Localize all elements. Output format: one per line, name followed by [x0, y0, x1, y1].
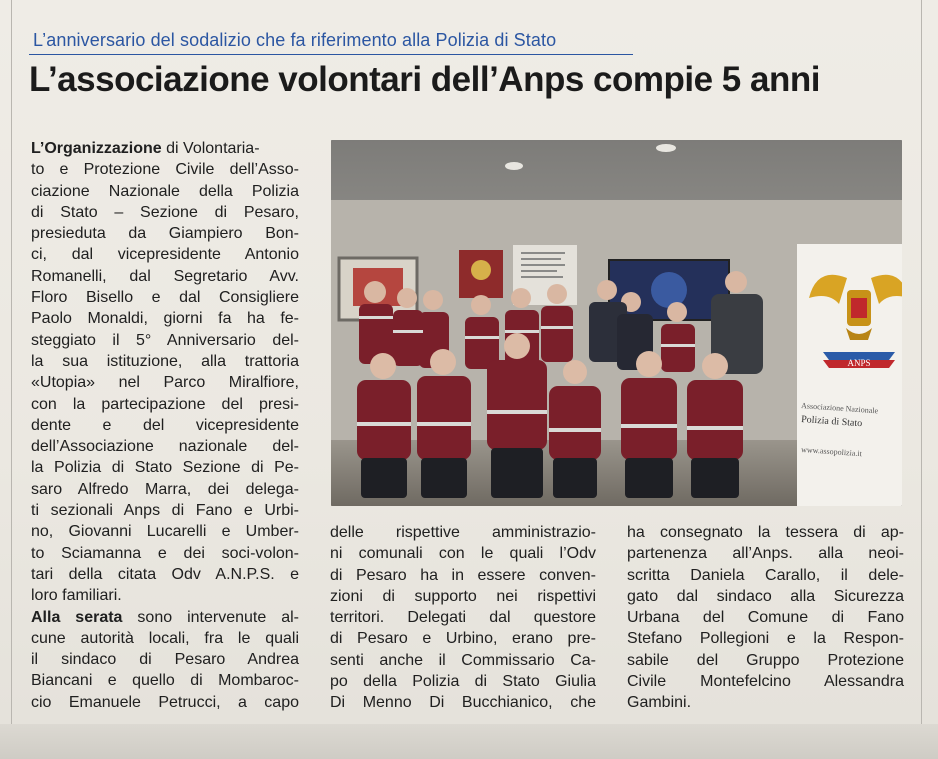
page-bottom-edge — [0, 724, 938, 759]
text-line: il sindaco di Pesaro Andrea — [31, 651, 299, 669]
text-column-1 — [31, 138, 299, 713]
text-line: Urbana del Comune di Fano — [627, 609, 904, 627]
text-line: ti sezionali Anps di Fano e Urbi- — [31, 502, 299, 520]
text-line: la Polizia di Stato Sezione di Pe- — [31, 459, 299, 477]
article-kicker: L’anniversario del sodalizio che fa riferimento alla Polizia di Stato — [33, 30, 557, 50]
text-line: Gambini. — [627, 694, 692, 712]
text-line: ha consegnato la tessera di ap- — [627, 524, 904, 541]
text-line: Floro Bisello e dal Consigliere — [31, 289, 299, 307]
text-line: scritta Daniela Carallo, il dele- — [627, 566, 904, 584]
article-headline: L’associazione volontari dell’Anps compie 5 anni — [29, 60, 820, 99]
text-line: delle rispettive amministrazio- — [330, 524, 596, 541]
column-rule-left — [11, 0, 12, 759]
text-line: zioni di supporto nei rispettivi — [330, 587, 596, 605]
text-line: Alla serata sono intervenute al- — [31, 608, 300, 626]
text-line: Di Menno Di Bucchianico, che — [330, 694, 596, 712]
text-line: ci, dal vicepresidente Antonio — [31, 246, 299, 264]
text-line: dell’Associazione nazionale del- — [31, 438, 299, 456]
text-line: ni comunali con le quali l’Odv — [330, 545, 596, 563]
banner-line-2: Polizia di Stato — [800, 414, 863, 430]
text-line: cio Emanuele Petrucci, a capo — [31, 693, 299, 711]
text-line: Romanelli, dal Segretario Avv. — [31, 267, 299, 285]
text-column-3 — [627, 522, 904, 714]
text-line: di Pesaro e Urbino, erano pre- — [330, 630, 596, 648]
text-line: Paolo Monaldi, giorni fa ha fe- — [31, 310, 299, 328]
group-photo — [331, 140, 902, 506]
text-line: senti anche il Commissario Ca- — [330, 651, 596, 669]
text-line: Biancani e quello di Mombaroc- — [31, 672, 299, 690]
text-line: cune autorità locali, fra le quali — [31, 629, 299, 647]
banner-line-1: Associazione Nazionale — [800, 401, 879, 416]
text-line: la sua istituzione, alla trattoria — [31, 352, 299, 370]
banner-logo-text: ANPS — [847, 358, 871, 368]
text-line: di Stato – Sezione di Pesaro, — [31, 203, 299, 221]
text-line: «Utopia» nel Parco Miralfiore, — [31, 374, 299, 392]
kicker-underline — [29, 54, 633, 55]
text-line: Civile Montefelcino Alessandra — [627, 673, 904, 691]
text-line: po della Polizia di Stato Giulia — [330, 673, 596, 691]
text-line: dente e del vicepresidente — [31, 416, 299, 434]
text-line: L’Organizzazione di Volontaria- — [31, 140, 260, 157]
text-line: steggiato il 5° Anniversario del- — [31, 331, 299, 349]
text-line: sabile del Gruppo Protezione — [627, 651, 904, 669]
text-line: ciazione Nazionale della Polizia — [31, 182, 299, 200]
text-line: di Pesaro ha in essere conven- — [330, 566, 596, 584]
text-line: to Sciamanna e dei soci-volon- — [31, 544, 299, 562]
text-line: partenenza all’Anps. alla neoi- — [627, 545, 904, 563]
text-column-2 — [330, 522, 596, 714]
text-line: presieduta da Giampiero Bon- — [31, 225, 299, 243]
banner-url: www.assopolizia.it — [800, 445, 863, 459]
text-line: loro familiari. — [31, 587, 122, 605]
text-line: no, Giovanni Lucarelli e Umber- — [31, 523, 299, 541]
text-line: to e Protezione Civile dell’Asso- — [31, 161, 299, 179]
text-line: tari della citata Odv A.N.P.S. e — [31, 565, 299, 583]
lead-bold: L’Organizzazione — [31, 140, 162, 157]
text-line: saro Alfredo Marra, dei delega- — [31, 480, 299, 498]
text-line: Stefano Pollegioni e la Respon- — [627, 630, 904, 648]
column-rule-right — [921, 0, 922, 759]
paragraph-bold: Alla serata — [31, 608, 123, 626]
text-line: con la partecipazione del presi- — [31, 395, 299, 413]
text-line: territori. Delegati dal questore — [330, 609, 596, 627]
text-line: gato dal sindaco alla Sicurezza — [627, 587, 904, 605]
